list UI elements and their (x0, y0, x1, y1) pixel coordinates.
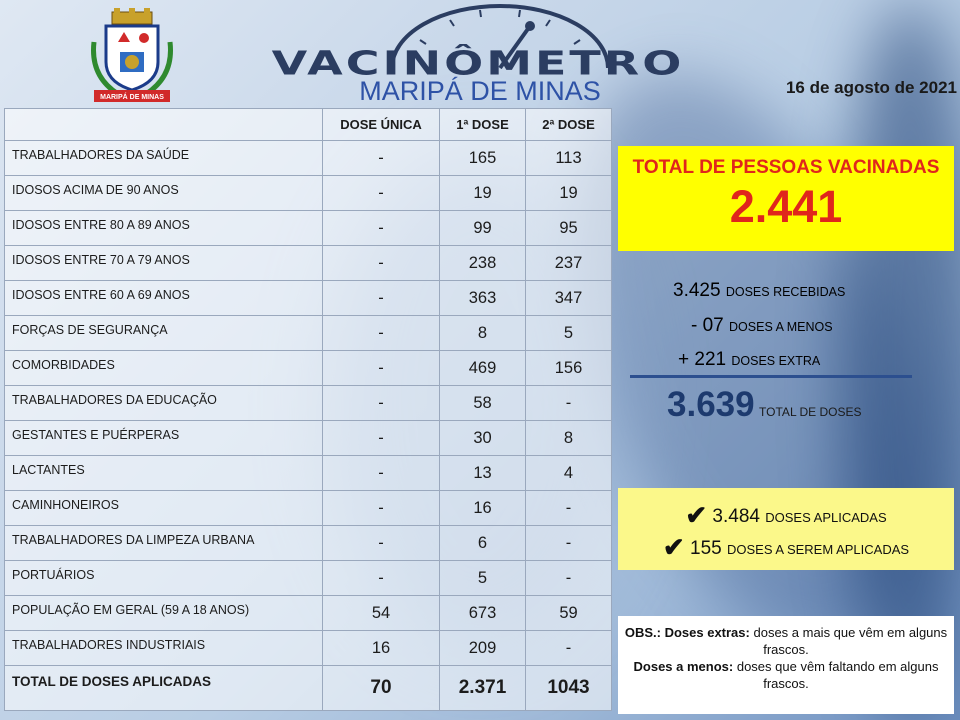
row-dose-unica: - (323, 176, 440, 211)
table-row (5, 631, 612, 666)
row-dose1: 363 (440, 281, 526, 316)
row-dose1: 58 (440, 386, 526, 421)
table-row (5, 351, 612, 386)
obs-label-less: Doses a menos: (633, 659, 734, 674)
row-category: COMORBIDADES (5, 351, 323, 386)
row-dose-unica: - (323, 281, 440, 316)
obs-text-extras: doses a mais que vêm em alguns frascos. (753, 625, 948, 657)
row-dose1: 5 (440, 561, 526, 596)
row-category: IDOSOS ENTRE 70 A 79 ANOS (5, 246, 323, 281)
total-doses-label: TOTAL DE DOSES (759, 405, 862, 419)
header-dose2: 2ª DOSE (526, 109, 612, 141)
total-dose-unica: 70 (323, 666, 440, 711)
row-category: PORTUÁRIOS (5, 561, 323, 596)
checkmark-icon: ✔ (685, 500, 708, 530)
row-category: FORÇAS DE SEGURANÇA (5, 316, 323, 351)
page-title: VACINÔMETRO (271, 43, 685, 83)
row-category: IDOSOS ENTRE 60 A 69 ANOS (5, 281, 323, 316)
obs-text-less: doses que vêm faltando em alguns frascos. (736, 659, 939, 691)
row-dose1: 16 (440, 491, 526, 526)
row-dose-unica: - (323, 526, 440, 561)
row-dose2: - (526, 561, 612, 596)
row-dose2: 19 (526, 176, 612, 211)
row-dose2: 237 (526, 246, 612, 281)
doses-applied-label: DOSES APLICADAS (765, 510, 887, 525)
table-row (5, 491, 612, 526)
row-dose2: - (526, 631, 612, 666)
table-row (5, 386, 612, 421)
row-dose-unica: - (323, 561, 440, 596)
row-dose-unica: 54 (323, 596, 440, 631)
doses-less (691, 315, 833, 337)
table-row (5, 141, 612, 176)
row-category: LACTANTES (5, 456, 323, 491)
total-vaccinated-value: 2.441 (729, 181, 843, 232)
applied-box (618, 488, 954, 570)
table-row (5, 456, 612, 491)
row-dose1: 6 (440, 526, 526, 561)
table-row (5, 281, 612, 316)
row-dose1: 209 (440, 631, 526, 666)
row-dose-unica: - (323, 246, 440, 281)
row-dose1: 469 (440, 351, 526, 386)
doses-to-apply (618, 532, 954, 563)
total-category: TOTAL DE DOSES APLICADAS (5, 666, 323, 711)
table-row (5, 211, 612, 246)
row-dose-unica: - (323, 456, 440, 491)
row-category: CAMINHONEIROS (5, 491, 323, 526)
row-dose-unica: - (323, 316, 440, 351)
total-dose2: 1043 (526, 666, 612, 711)
row-dose2: 113 (526, 141, 612, 176)
doses-received-value: 3.425 (673, 280, 721, 301)
table-row (5, 421, 612, 456)
header-category (5, 109, 323, 141)
doses-extra (678, 349, 820, 371)
table-row (5, 246, 612, 281)
header-dose1: 1ª DOSE (440, 109, 526, 141)
row-dose1: 238 (440, 246, 526, 281)
row-dose1: 99 (440, 211, 526, 246)
row-dose1: 8 (440, 316, 526, 351)
table-row (5, 526, 612, 561)
row-dose2: - (526, 491, 612, 526)
total-vaccinated-box (618, 146, 954, 251)
crest-icon (88, 6, 176, 104)
divider (630, 375, 912, 378)
row-dose-unica: - (323, 421, 440, 456)
city-name: MARIPÁ DE MINAS (359, 76, 601, 106)
table-row (5, 561, 612, 596)
row-category: POPULAÇÃO EM GERAL (59 A 18 ANOS) (5, 596, 323, 631)
row-category: TRABALHADORES INDUSTRIAIS (5, 631, 323, 666)
row-category: IDOSOS ENTRE 80 A 89 ANOS (5, 211, 323, 246)
vaccination-table (4, 108, 612, 711)
doses-less-label: DOSES A MENOS (729, 320, 833, 334)
row-dose1: 30 (440, 421, 526, 456)
total-doses-value: 3.639 (667, 385, 755, 424)
row-category: IDOSOS ACIMA DE 90 ANOS (5, 176, 323, 211)
total-dose1: 2.371 (440, 666, 526, 711)
obs-label-extras: OBS.: Doses extras: (624, 625, 750, 640)
table-body (5, 141, 612, 711)
row-dose2: 156 (526, 351, 612, 386)
row-category: TRABALHADORES DA SAÚDE (5, 141, 323, 176)
doses-to-apply-value: 155 (690, 538, 722, 559)
row-dose-unica: 16 (323, 631, 440, 666)
doses-to-apply-label: DOSES A SEREM APLICADAS (726, 542, 910, 557)
row-dose-unica: - (323, 141, 440, 176)
table-row (5, 316, 612, 351)
table-total-row (5, 666, 612, 711)
row-dose2: 59 (526, 596, 612, 631)
row-dose1: 165 (440, 141, 526, 176)
row-dose1: 13 (440, 456, 526, 491)
doses-extra-label: DOSES EXTRA (731, 354, 821, 368)
row-dose2: - (526, 526, 612, 561)
table-row (5, 176, 612, 211)
header-dose-unica: DOSE ÚNICA (323, 109, 440, 141)
row-dose2: 95 (526, 211, 612, 246)
row-dose-unica: - (323, 491, 440, 526)
row-dose2: - (526, 386, 612, 421)
doses-received-label: DOSES RECEBIDAS (725, 285, 846, 299)
row-dose-unica: - (323, 351, 440, 386)
row-dose1: 19 (440, 176, 526, 211)
row-category: TRABALHADORES DA EDUCAÇÃO (5, 386, 323, 421)
row-dose-unica: - (323, 211, 440, 246)
doses-less-value: - 07 (691, 315, 724, 336)
row-dose2: 347 (526, 281, 612, 316)
row-dose2: 5 (526, 316, 612, 351)
total-doses (667, 385, 862, 425)
row-category: GESTANTES E PUÉRPERAS (5, 421, 323, 456)
row-dose2: 4 (526, 456, 612, 491)
row-dose1: 673 (440, 596, 526, 631)
doses-extra-value: + 221 (678, 349, 727, 370)
table-header-row (5, 109, 612, 141)
doses-received (673, 280, 845, 302)
crest-text: MARIPÁ DE MINAS (100, 94, 164, 101)
row-dose2: 8 (526, 421, 612, 456)
checkmark-icon: ✔ (662, 532, 685, 562)
row-category: TRABALHADORES DA LIMPEZA URBANA (5, 526, 323, 561)
report-date: 16 de agosto de 2021 (785, 78, 957, 97)
row-dose-unica: - (323, 386, 440, 421)
doses-applied (618, 500, 954, 531)
total-vaccinated-label: TOTAL DE PESSOAS VACINADAS (632, 157, 940, 178)
doses-applied-value: 3.484 (712, 506, 760, 527)
observations-box (618, 616, 954, 714)
table-row (5, 596, 612, 631)
